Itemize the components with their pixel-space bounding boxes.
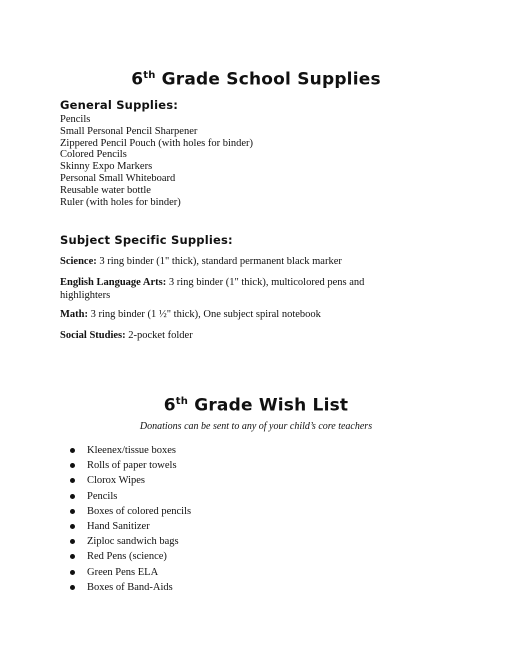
supplies-title-text: Grade School Supplies — [155, 69, 381, 90]
list-item: Colored Pencils — [60, 149, 127, 161]
wishlist-title — [0, 392, 512, 416]
subject-items: 2-pocket folder — [125, 330, 193, 341]
subject-row-social-studies — [60, 330, 400, 343]
supplies-title-ordinal: th — [143, 70, 156, 81]
subject-row-ela — [60, 277, 400, 302]
bullet-icon — [70, 554, 75, 559]
general-supplies-list — [60, 114, 253, 208]
subject-row-science — [60, 256, 400, 269]
wishlist-item: Rolls of paper towels — [70, 458, 191, 473]
general-supplies-heading: General Supplies: — [60, 98, 179, 112]
bullet-icon — [70, 539, 75, 544]
wishlist-item: Ziploc sandwich bags — [70, 534, 191, 549]
bullet-icon — [70, 494, 75, 499]
list-item: Skinny Expo Markers — [60, 161, 153, 173]
bullet-icon — [70, 478, 75, 483]
wishlist-item: Hand Sanitizer — [70, 519, 191, 534]
bullet-icon — [70, 448, 75, 453]
bullet-icon — [70, 463, 75, 468]
bullet-icon — [70, 570, 75, 575]
subject-label: Science: — [60, 256, 97, 267]
bullet-icon — [70, 509, 75, 514]
bullet-icon — [70, 585, 75, 590]
wishlist-item: Boxes of Band-Aids — [70, 580, 191, 595]
wishlist-list — [70, 443, 191, 595]
subject-row-math — [60, 309, 400, 322]
wishlist-item: Pencils — [70, 489, 191, 504]
subject-label: Social Studies: — [60, 330, 126, 341]
subject-items: 3 ring binder (1 ½" thick), One subject spiral notebook — [88, 309, 321, 320]
list-item: Small Personal Pencil Sharpener — [60, 125, 198, 137]
list-item: Reusable water bottle — [60, 184, 151, 196]
subject-items: 3 ring binder (1" thick), multicolored pens and highlighters — [60, 277, 365, 301]
wishlist-item: Red Pens (science) — [70, 549, 191, 564]
wishlist-title-number: 6 — [163, 395, 176, 416]
supplies-title-number: 6 — [131, 69, 144, 90]
wishlist-item: Green Pens ELA — [70, 565, 191, 580]
list-item: Pencils — [60, 114, 91, 125]
subject-supplies-heading: Subject Specific Supplies: — [60, 233, 233, 247]
subject-label: English Language Arts: — [60, 277, 167, 288]
wishlist-item: Kleenex/tissue boxes — [70, 443, 191, 458]
subject-label: Math: — [60, 309, 88, 320]
list-item: Zippered Pencil Pouch (with holes for binder) — [60, 137, 254, 149]
subject-items: 3 ring binder (1" thick), standard permanent black marker — [96, 256, 342, 267]
list-item: Personal Small Whiteboard — [60, 172, 176, 184]
wishlist-item: Boxes of colored pencils — [70, 504, 191, 519]
bullet-icon — [70, 524, 75, 529]
wishlist-item: Clorox Wipes — [70, 473, 191, 488]
donation-note: Donations can be sent to any of your child’s core teachers — [139, 421, 373, 432]
wishlist-title-ordinal: th — [175, 396, 189, 407]
wishlist-title-text: Grade Wish List — [188, 395, 349, 416]
list-item: Ruler (with holes for binder) — [60, 196, 181, 208]
supplies-title — [0, 66, 512, 90]
